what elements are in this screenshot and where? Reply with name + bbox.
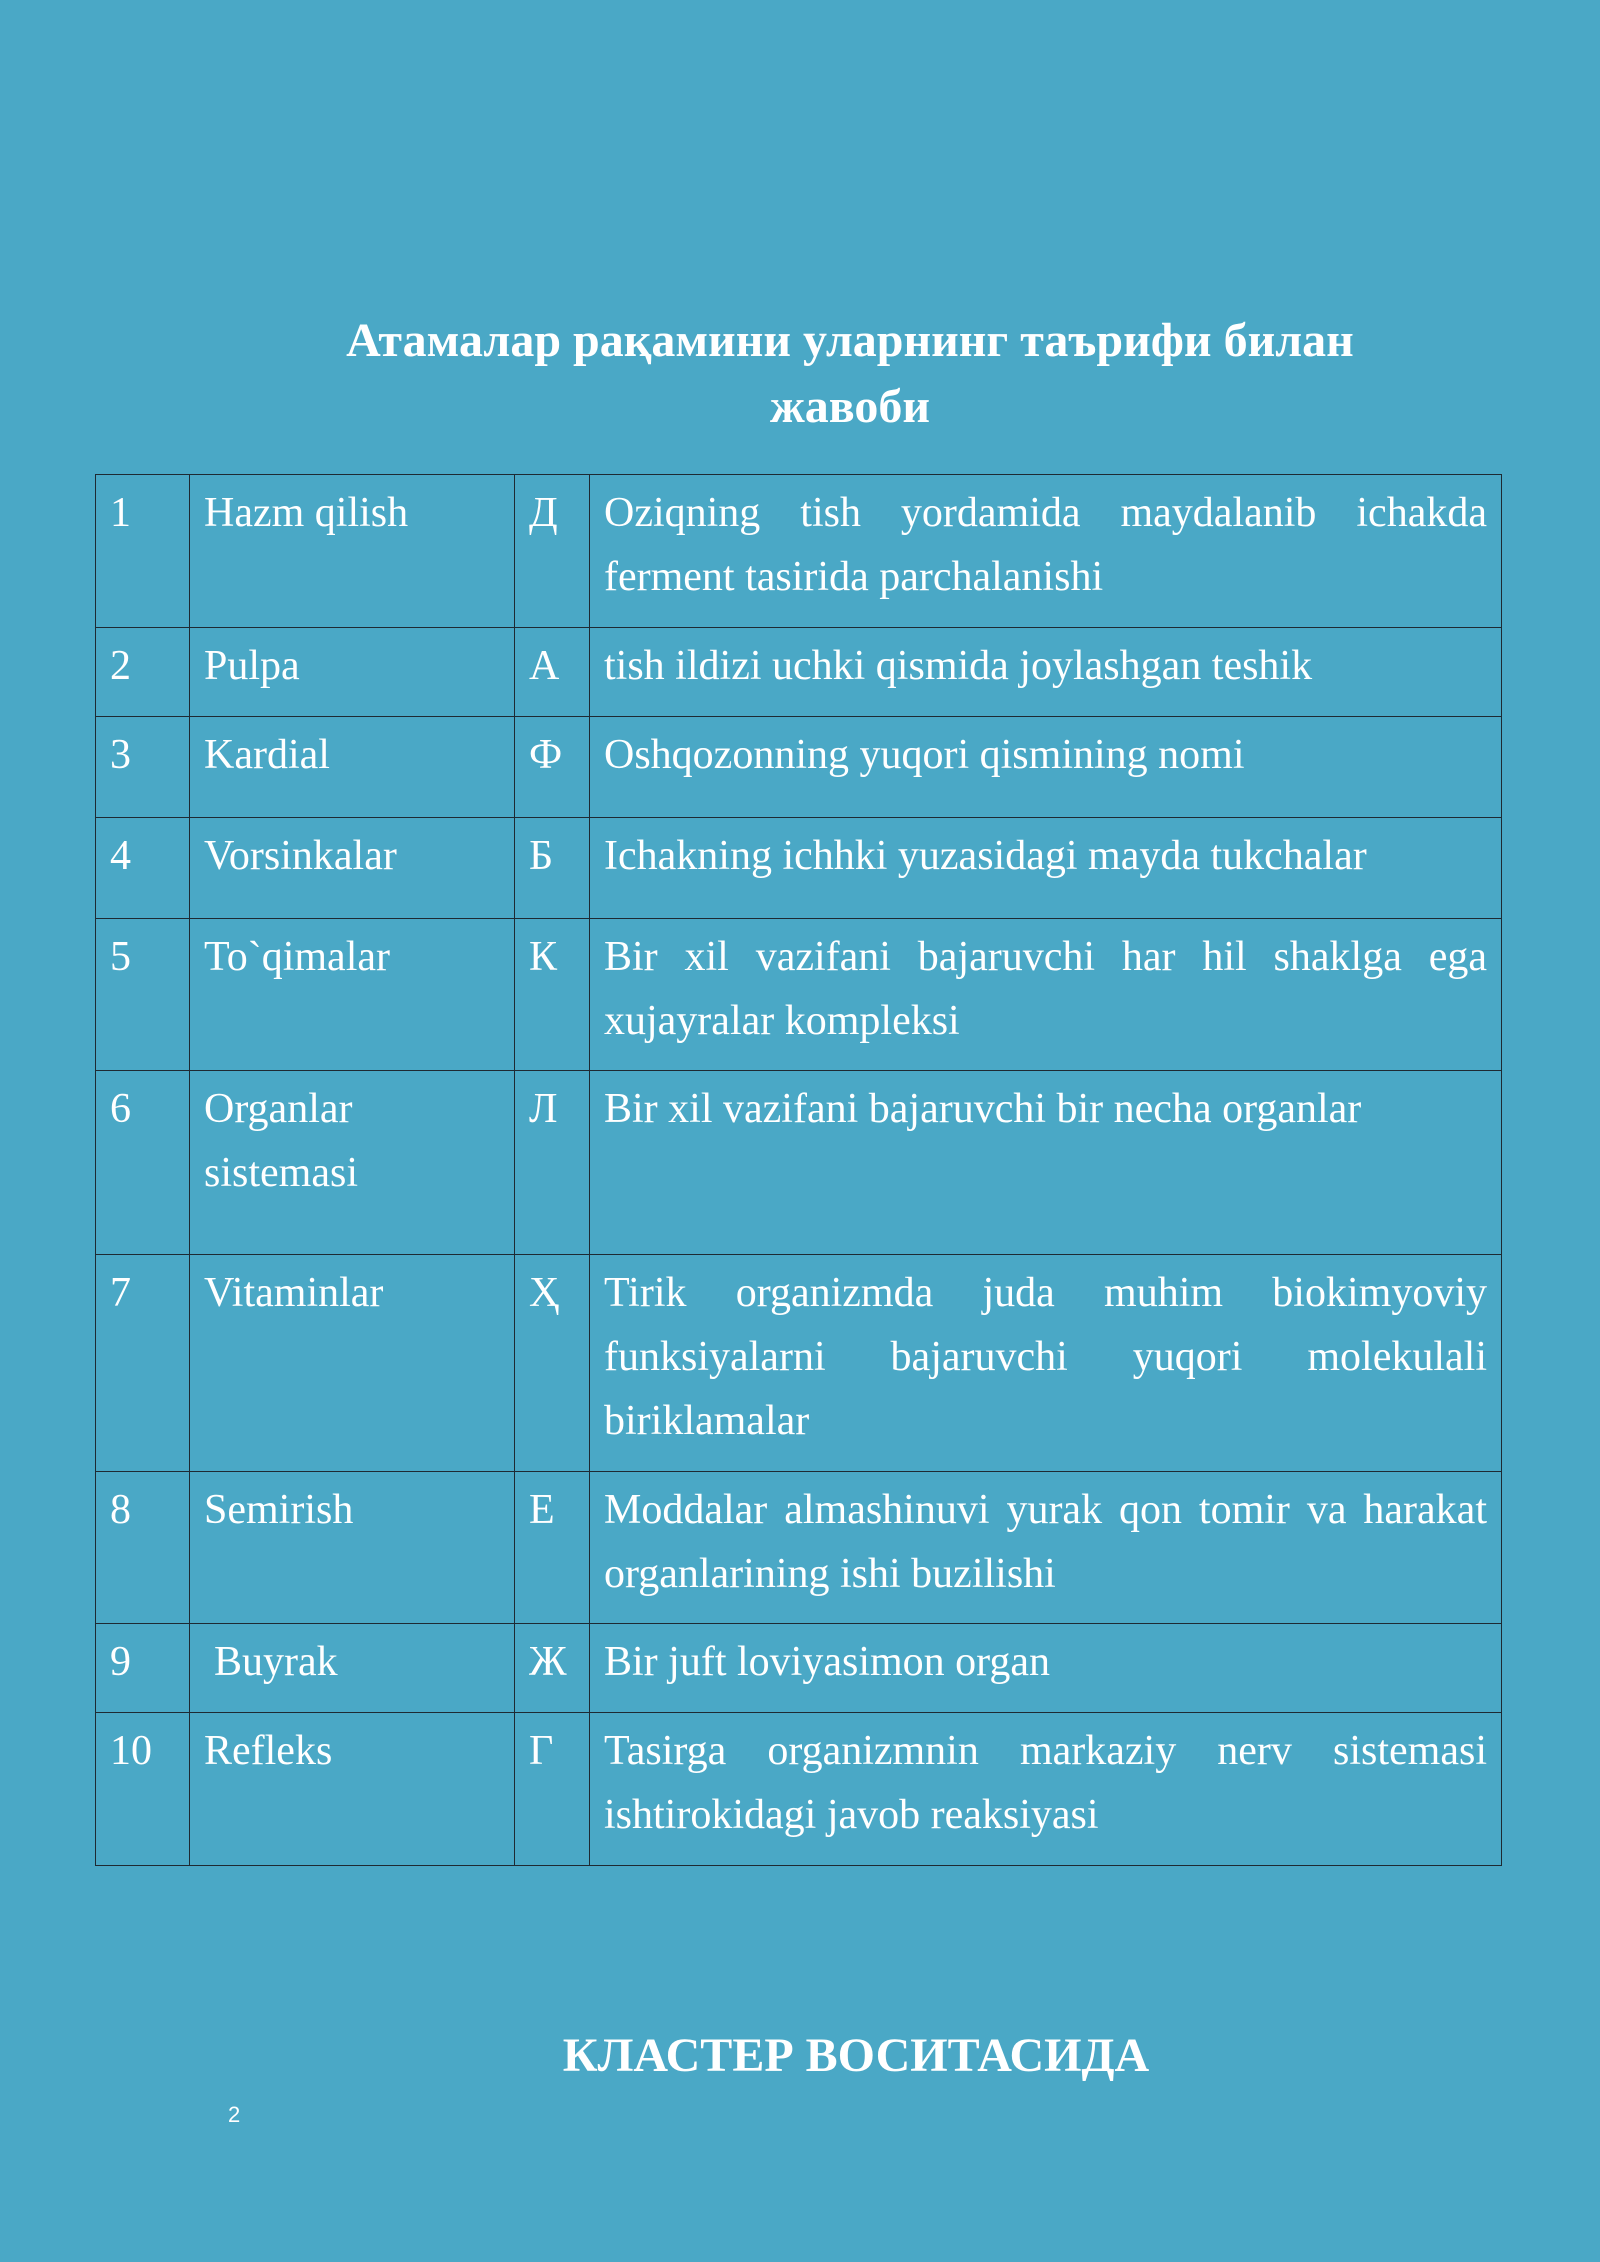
row-letter: Е <box>515 1472 590 1624</box>
row-letter: А <box>515 628 590 717</box>
row-letter: Ж <box>515 1624 590 1713</box>
table-row <box>96 818 1502 919</box>
row-number: 9 <box>96 1624 190 1713</box>
row-definition: Bir xil vazifani bajaruvchi bir necha organlar <box>590 1071 1502 1255</box>
row-definition: tish ildizi uchki qismida joylashgan teshik <box>590 628 1502 717</box>
row-term: Hazm qilish <box>190 475 515 628</box>
table-row <box>96 1255 1502 1472</box>
table-row <box>96 1071 1502 1255</box>
row-term: Pulpa <box>190 628 515 717</box>
row-letter: К <box>515 919 590 1071</box>
row-definition: Tasirga organizmnin markaziy nerv sistemasi ishtirokidagi javob reaksiyasi <box>590 1713 1502 1866</box>
section-heading: КЛАСТЕР ВОСИТАСИДА <box>562 2029 1150 2082</box>
row-letter: Г <box>515 1713 590 1866</box>
row-number: 5 <box>96 919 190 1071</box>
row-definition: Tirik organizmda juda muhim biokimyoviy funksiyalarni bajaruvchi yuqori molekulali biriklamalar <box>590 1255 1502 1472</box>
table-row <box>96 1713 1502 1866</box>
row-letter: Л <box>515 1071 590 1255</box>
page-number: 2 <box>228 2102 241 2127</box>
row-definition: Moddalar almashinuvi yurak qon tomir va harakat organlarining ishi buzilishi <box>590 1472 1502 1624</box>
row-definition: Oshqozonning yuqori qismining nomi <box>590 717 1502 818</box>
row-letter: Д <box>515 475 590 628</box>
table-row <box>96 475 1502 628</box>
page-title-line-2: жавоби <box>769 380 931 433</box>
row-letter: Б <box>515 818 590 919</box>
row-term: Semirish <box>190 1472 515 1624</box>
table-row <box>96 1472 1502 1624</box>
row-definition: Oziqning tish yordamida maydalanib ichakda ferment tasirida parchalanishi <box>590 475 1502 628</box>
row-letter: Ҳ <box>515 1255 590 1472</box>
table-row <box>96 717 1502 818</box>
row-definition: Bir xil vazifani bajaruvchi har hil shaklga ega xujayralar kompleksi <box>590 919 1502 1071</box>
table-row <box>96 919 1502 1071</box>
answer-table <box>95 474 1502 1866</box>
page-title <box>250 308 1450 440</box>
page-title-line-1: Атамалар рақамини уларнинг таърифи билан <box>346 314 1354 367</box>
row-number: 1 <box>96 475 190 628</box>
row-number: 2 <box>96 628 190 717</box>
row-term: To`qimalar <box>190 919 515 1071</box>
row-number: 7 <box>96 1255 190 1472</box>
row-number: 4 <box>96 818 190 919</box>
table-row <box>96 628 1502 717</box>
row-term: Vitaminlar <box>190 1255 515 1472</box>
row-definition: Ichakning ichhki yuzasidagi mayda tukchalar <box>590 818 1502 919</box>
row-number: 10 <box>96 1713 190 1866</box>
row-term: Kardial <box>190 717 515 818</box>
row-term: Organlar sistemasi <box>190 1071 515 1255</box>
row-number: 3 <box>96 717 190 818</box>
row-definition: Bir juft loviyasimon organ <box>590 1624 1502 1713</box>
row-term: Vorsinkalar <box>190 818 515 919</box>
row-term: Buyrak <box>190 1624 515 1713</box>
row-number: 8 <box>96 1472 190 1624</box>
row-term: Refleks <box>190 1713 515 1866</box>
row-number: 6 <box>96 1071 190 1255</box>
row-letter: Ф <box>515 717 590 818</box>
table-row <box>96 1624 1502 1713</box>
